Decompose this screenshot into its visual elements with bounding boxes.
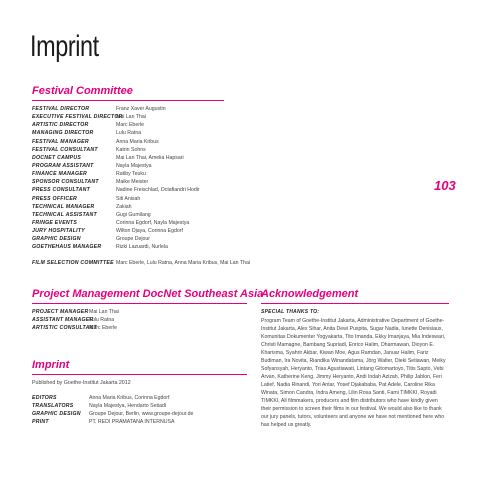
imprint-list <box>32 394 193 427</box>
role-label: FESTIVAL MANAGER <box>32 138 89 145</box>
person-name: Marc Eberle, Lulu Ratna, Anna Maria Kribus, Mai Lan Thai <box>116 260 250 266</box>
festival-committee-list <box>32 105 200 252</box>
role-label: FRINGE EVENTS <box>32 219 78 226</box>
role-label: PROJECT MANAGER <box>32 309 89 315</box>
festival-committee-row <box>32 170 200 178</box>
page-title: Imprint <box>30 30 99 63</box>
role-label: TRANSLATORS <box>32 403 74 410</box>
person-name: Mai Lan Thai <box>116 114 146 121</box>
festival-committee-row <box>32 138 200 146</box>
project-management-row <box>32 316 119 324</box>
festival-committee-row <box>32 203 200 211</box>
festival-committee-row <box>32 146 200 154</box>
person-name: Wilton Djaya, Corinna Egdorf <box>116 228 183 235</box>
role-label: PROGRAM ASSISTANT <box>32 162 94 169</box>
role-label: FESTIVAL CONSULTANT <box>32 146 98 153</box>
role-label: PRESS CONSULTANT <box>32 187 90 194</box>
person-name: Corinna Egdorf, Nayla Majestya <box>116 219 190 226</box>
person-name: Gugi Gumilang <box>116 211 151 218</box>
role-label: EXECUTIVE FESTIVAL DIRECTOR <box>32 114 123 121</box>
role-label: GRAPHIC DESIGN <box>32 236 81 243</box>
acknowledgement-heading: Acknowledgement <box>261 288 359 300</box>
festival-committee-row <box>32 227 200 235</box>
person-name: Marc Eberle <box>89 325 117 332</box>
imprint-heading: Imprint <box>32 359 70 371</box>
person-name: Zakiah <box>116 203 132 210</box>
festival-committee-row <box>32 121 200 129</box>
film-selection-row <box>32 259 250 267</box>
festival-committee-rule <box>32 100 224 101</box>
project-management-row <box>32 324 119 332</box>
role-label: PRINT <box>32 419 49 426</box>
festival-committee-row <box>32 105 200 113</box>
festival-committee-row <box>32 211 200 219</box>
acknowledgement-rule <box>261 303 449 304</box>
person-name: Anna Maria Kribus, Corinna Egdorf <box>89 395 170 401</box>
role-label: SPONSOR CONSULTANT <box>32 179 99 186</box>
person-name: Mai Lan Thai <box>89 309 119 315</box>
role-label: ASSISTANT MANAGER <box>32 317 94 324</box>
role-label: FESTIVAL DIRECTOR <box>32 106 90 112</box>
role-label: ARTISTIC DIRECTOR <box>32 122 89 129</box>
person-name: Maike Meister <box>116 179 149 186</box>
role-label: FILM SELECTION COMMITTEE <box>32 260 114 266</box>
imprint-row <box>32 410 193 418</box>
person-name: Nayla Majestya, Hendarto Setiadi <box>89 403 166 410</box>
festival-committee-row <box>32 178 200 186</box>
person-name: Nayla Majestya <box>116 162 152 169</box>
role-label: FINANCE MANAGER <box>32 171 88 178</box>
role-label: GRAPHIC DESIGN <box>32 411 81 418</box>
person-name: Ratiby Teuku <box>116 171 146 178</box>
festival-committee-row <box>32 243 200 251</box>
person-name: Anna Maria Kribus <box>116 138 159 145</box>
published-by-text: Published by Goethe-Institut Jakarta 2012 <box>32 380 131 386</box>
festival-committee-row <box>32 195 200 203</box>
role-label: PRESS OFFICER <box>32 195 78 202</box>
person-name: Katrin Sohns <box>116 146 146 153</box>
festival-committee-row <box>32 113 200 121</box>
person-name: Lulu Ratna <box>89 317 115 324</box>
person-name: Groupe Dejour, Berlin, www.groupe-dejour.de <box>89 411 194 418</box>
imprint-row <box>32 418 193 426</box>
acknowledgement-text: Program Team of Goethe-Institut Jakarta, Administrative Department of Goethe-Institut Jakarta, Alex Sihar, Anita Dewi Puspita, Sugar Nadia, Iunette Denisiaux, Komunitas Dokumenter Yogyakarta, Tito Imanda, Ekky Imanjaya, Mia Indeswari, Christi Mamagne, Bambang Supriadi, Enrico Halim, Dharmawan, Dioyon E. Kharisma, Syahrir Akbar, Kiwan Moe, Agus Ramdan, Januar Halim, Fariz Budiman, Ira Novita, Riandika Winandatama, Jörg Walter, Dieki Setiawan, Meiky Sofyansyah, Heryanto, Trias Agustiawati, Lintang Gitomartoyo, Titis Sapto, Vebi Arvan, Katherine Keng, Jimmy Heryanto, Andi Indah Azizah, Philip Jablon, Feri Latief, Nadia Rinandi, Yori Antar, Yosef Djakababa, Pat Adele, Caroline Rika Winata, Simon Candra, Indra Ameng, Lilin Rosa Santi, Fami TIMKKI, Royadi TIMKKI, All filmmakers, producers and film distributors who have kindly given their permission to screen their films in our festival. We would also like to thank our jury panels, tutors, volunteers and anyone we have not mentioned here who has helped us greatly. <box>261 318 446 428</box>
role-label: GOETHEHAUS MANAGER <box>32 244 102 251</box>
project-management-rule <box>32 303 247 304</box>
person-name: Marc Eberle <box>116 122 144 129</box>
festival-committee-row <box>32 235 200 243</box>
person-name: Lulu Ratna <box>116 130 142 137</box>
project-management-heading: Project Management DocNet Southeast Asia <box>32 288 264 300</box>
person-name: PT. REDI PRAMATANA INTERNUSA <box>89 419 175 426</box>
role-label: EDITORS <box>32 395 57 401</box>
festival-committee-row <box>32 162 200 170</box>
role-label: MANAGING DIRECTOR <box>32 130 94 137</box>
page-number: 103 <box>434 178 456 193</box>
role-label: ARTISTIC CONSULTANT <box>32 325 97 332</box>
person-name: Rizki Lazuardi, Nurlela <box>116 244 168 251</box>
role-label: TECHNICAL MANAGER <box>32 203 95 210</box>
festival-committee-row <box>32 259 250 267</box>
person-name: Nadine Freischlad, Octafiandri Hodir <box>116 187 200 194</box>
imprint-row <box>32 394 193 402</box>
festival-committee-row <box>32 186 200 194</box>
festival-committee-row <box>32 154 200 162</box>
role-label: JURY HOSPITALITY <box>32 228 86 235</box>
person-name: Siti Anisah <box>116 195 141 202</box>
imprint-rule <box>32 374 247 375</box>
festival-committee-heading: Festival Committee <box>32 85 133 97</box>
festival-committee-row <box>32 129 200 137</box>
person-name: Groupe Dejour <box>116 236 151 243</box>
festival-committee-row <box>32 219 200 227</box>
person-name: Franz Xaver Augustin <box>116 106 166 112</box>
project-management-row <box>32 308 119 316</box>
imprint-row <box>32 402 193 410</box>
project-management-list <box>32 308 119 332</box>
person-name: Mai Lan Thai, Amelia Hapsari <box>116 154 184 161</box>
role-label: TECHNICAL ASSISTANT <box>32 211 97 218</box>
role-label: DOCNET CAMPUS <box>32 154 82 161</box>
special-thanks-label: SPECIAL THANKS TO: <box>261 309 320 315</box>
